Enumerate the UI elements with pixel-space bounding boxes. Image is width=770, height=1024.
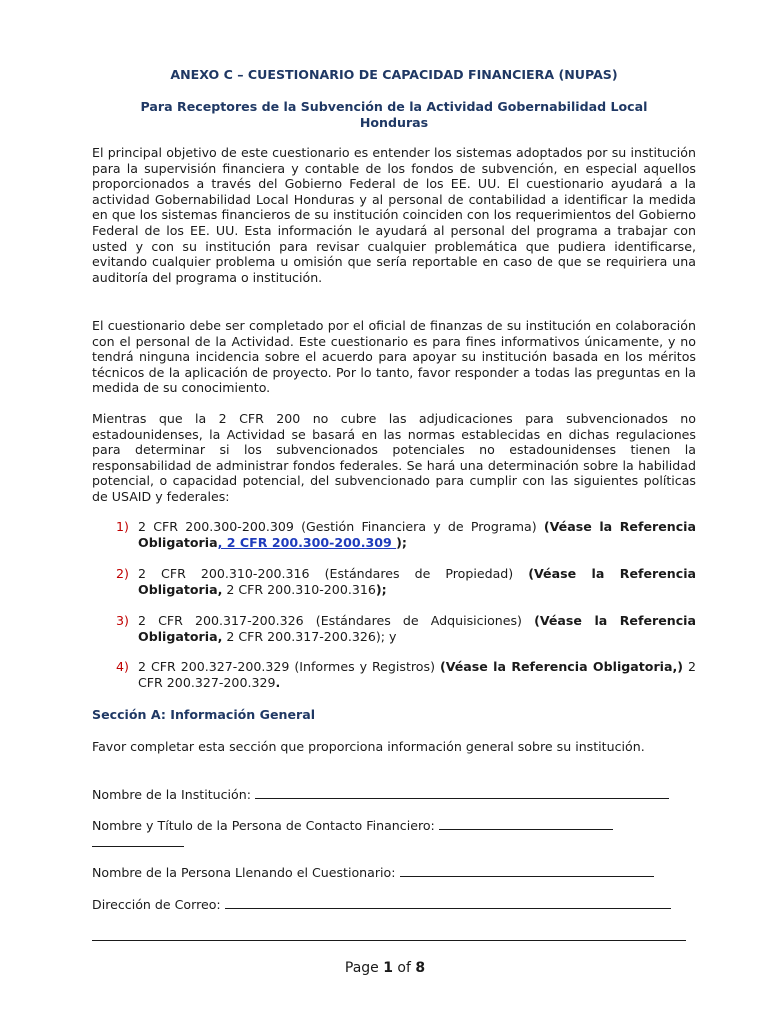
subtitle-line-2: Honduras: [359, 115, 429, 130]
list-item-bold: (Véase la Referencia Obligatoria,: [138, 613, 696, 644]
respondent-name-field[interactable]: [92, 864, 696, 881]
list-item-end: );: [375, 582, 387, 597]
address-continuation-line[interactable]: [92, 940, 686, 941]
list-number: 4): [116, 659, 129, 674]
list-item-text: 2 CFR 200.310-200.316 (Estándares de Propiedad): [138, 566, 529, 581]
footer-of: of: [392, 960, 416, 976]
list-number: 1): [116, 519, 129, 534]
financial-contact-line[interactable]: [439, 817, 613, 830]
paragraph-regulations: Mientras que la 2 CFR 200 no cubre las adjudicaciones para subvencionados no estadounidenses, la Actividad se basará en las normas establecidas en dichas regulaciones para determinar si los subvencionados potenciales no estadounidenses tienen la responsabilidad de administrar fondos federales. Se hará una determinación sobre la habilidad potencial, o capacidad potencial, del subvencionado para cumplir con las siguientes políticas de USAID y federales:: [92, 411, 696, 504]
document-title: ANEXO C – CUESTIONARIO DE CAPACIDAD FINANCIERA (NUPAS): [170, 67, 618, 82]
field-label: Nombre de la Institución:: [92, 787, 251, 802]
list-item-end: );: [396, 535, 407, 550]
list-item-bold: (Véase la Referencia Obligatoria,: [138, 566, 697, 597]
field-label: Nombre de la Persona Llenando el Cuestionario:: [92, 865, 396, 880]
paragraph-objective: El principal objetivo de este cuestionario es entender los sistemas adoptados por su institución para la supervisión financiera y contable de los fondos de subvención, en especial aquellos proporcionados a través del Gobierno Federal de los EE. UU. El cuestionario ayudará a la actividad Gobernabilidad Local Honduras y al personal de contabilidad a identificar la medida en que los sistemas financieros de su institución coinciden con los requerimientos del Gobierno Federal de los EE. UU. Esta información le ayudará al personal del programa a trabajar con usted y con su institución para revisar cualquier problemática que pudiera identificarse, evitando cualquier problema u omisión que sería reportable en caso de que se requiriera una auditoría del programa o institución.: [92, 145, 696, 285]
list-item-ref: 2 CFR 200.310-200.316: [222, 582, 376, 597]
list-item-bold: (Véase la Referencia Obligatoria: [138, 519, 696, 550]
institution-name-line[interactable]: [255, 786, 669, 799]
current-page-number: 1: [383, 960, 393, 976]
section-a-intro: Favor completar esta sección que proporciona información general sobre su institución.: [92, 739, 645, 754]
section-a-title: Sección A: Información General: [92, 707, 316, 722]
mailing-address-field[interactable]: [92, 896, 696, 913]
institution-name-field[interactable]: [92, 786, 696, 803]
paragraph-completion: El cuestionario debe ser completado por el oficial de finanzas de su institución en colaboración con el personal de la Actividad. Este cuestionario es para fines informativos únicamente, y no tendrá ninguna incidencia sobre el acuerdo para apoyar su institución basada en los méritos técnicos de la aplicación de proyecto. Por lo tanto, favor responder a todas las preguntas en la medida de su conocimiento.: [92, 318, 696, 396]
list-number: 2): [116, 566, 129, 581]
total-pages: 8: [415, 960, 426, 976]
list-item-text: 2 CFR 200.317-200.326 (Estándares de Adquisiciones): [138, 613, 535, 628]
financial-contact-field[interactable]: [92, 817, 696, 851]
subtitle-line-1: Para Receptores de la Subvención de la Actividad Gobernabilidad Local: [140, 99, 648, 114]
list-number: 3): [116, 613, 129, 628]
list-item-end: .: [275, 675, 281, 690]
document-subtitle: [92, 99, 696, 131]
list-item-text: 2 CFR 200.327-200.329 (Informes y Registros): [138, 659, 440, 674]
field-label: Dirección de Correo:: [92, 897, 221, 912]
respondent-name-line[interactable]: [400, 864, 654, 877]
financial-contact-line-continued[interactable]: [92, 834, 184, 847]
mailing-address-line[interactable]: [225, 896, 671, 909]
list-item-ref: 2 CFR 200.327-200.329: [138, 659, 696, 690]
field-label: Nombre y Título de la Persona de Contacto Financiero:: [92, 818, 435, 833]
footer-prefix: Page: [344, 960, 384, 976]
list-item-bold: (Véase la Referencia Obligatoria,): [439, 659, 684, 674]
page-footer: [0, 960, 770, 976]
list-item-ref: 2 CFR 200.317-200.326); y: [222, 629, 397, 644]
cfr-link[interactable]: , 2 CFR 200.300-200.309: [217, 535, 397, 550]
list-item-text: 2 CFR 200.300-200.309 (Gestión Financiera y de Programa): [138, 519, 544, 534]
